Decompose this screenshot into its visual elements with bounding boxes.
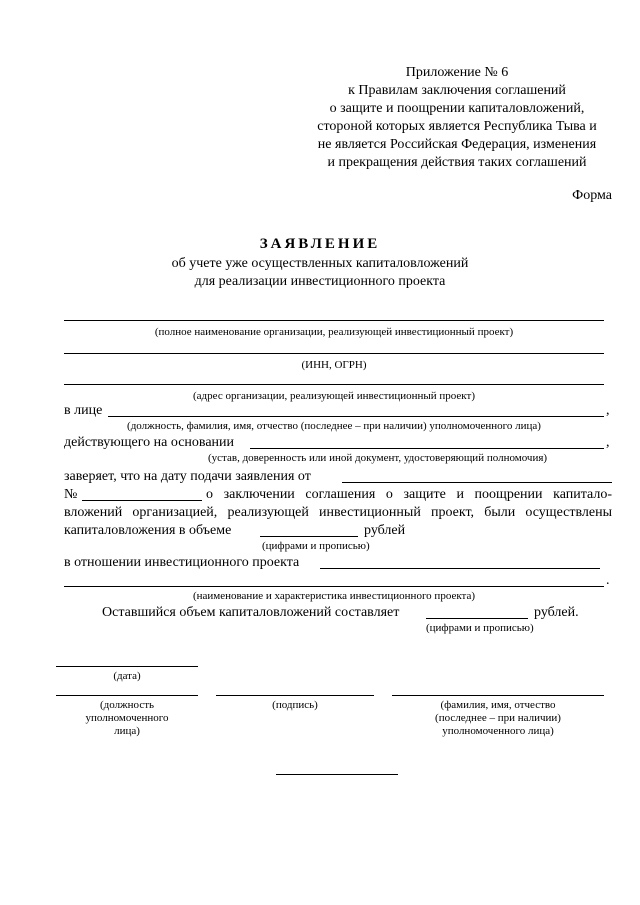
appendix-header <box>292 64 622 172</box>
appendix-line: к Правилам заключения соглашений <box>348 83 566 98</box>
rubles-end-label: рублей. <box>534 605 579 620</box>
inn-ogrn-field[interactable] <box>64 353 604 354</box>
agreement-text: о заключении соглашения о защите и поощрении капитало- <box>206 487 612 502</box>
comma: , <box>606 403 610 418</box>
position-caption <box>56 699 198 738</box>
position-caption-line: лица) <box>114 725 140 737</box>
remaining-amount-field[interactable] <box>426 618 528 619</box>
fio-caption-line: (последнее – при наличии) <box>435 712 561 724</box>
signature-caption: (подпись) <box>272 699 318 711</box>
subtitle-line: об учете уже осуществленных капиталовложений <box>171 256 469 271</box>
position-field[interactable] <box>56 695 198 696</box>
appendix-line: Приложение № 6 <box>405 65 509 80</box>
certifies-label: заверяет, что на дату подачи заявления от <box>64 469 311 484</box>
remaining-caption: (цифрами и прописью) <box>426 622 534 634</box>
document-subtitle <box>100 255 540 291</box>
document-title: ЗАЯВЛЕНИЕ <box>259 236 381 252</box>
regarding-project-label: в отношении инвестиционного проекта <box>64 555 300 570</box>
agreement-number-field[interactable] <box>82 500 202 501</box>
fio-field[interactable] <box>392 695 604 696</box>
project-field[interactable] <box>320 568 600 569</box>
fio-caption-line: уполномоченного лица) <box>442 725 554 737</box>
agreement-text-line2: вложений организацией, реализующей инвестиционный проект, были осуществлены <box>64 505 612 520</box>
position-name-caption: (должность, фамилия, имя, отчество (последнее – при наличии) уполномоченного лица) <box>127 420 541 432</box>
number-sign: № <box>64 487 78 502</box>
position-caption-line: (должность <box>99 699 155 711</box>
subtitle-line: для реализации инвестиционного проекта <box>194 274 446 289</box>
appendix-line: о защите и поощрении капиталовложений, <box>329 101 585 116</box>
acting-basis-label: действующего на основании <box>64 435 235 450</box>
in-person-label: в лице <box>64 403 103 418</box>
signature-field[interactable] <box>216 695 374 696</box>
appendix-line: и прекращения действия таких соглашений <box>327 155 587 170</box>
fio-caption-line: (фамилия, имя, отчество <box>440 699 556 711</box>
project-desc-caption: (наименование и характеристика инвестиционного проекта) <box>192 590 476 602</box>
rubles-label: рублей <box>364 523 406 538</box>
footer-separator <box>276 774 398 775</box>
comma: , <box>606 435 610 450</box>
representative-field[interactable] <box>108 416 604 417</box>
position-caption-line: уполномоченного <box>85 712 169 724</box>
project-field-2[interactable] <box>64 586 604 587</box>
address-field[interactable] <box>64 384 604 385</box>
address-caption: (адрес организации, реализующей инвестиционный проект) <box>193 390 475 402</box>
appendix-line: не является Российская Федерация, изменения <box>317 137 597 152</box>
fio-caption <box>392 699 604 738</box>
remaining-label: Оставшийся объем капиталовложений составляет <box>102 605 400 620</box>
appendix-line: стороной которых является Республика Тыва и <box>317 119 597 134</box>
amount-caption: (цифрами и прописью) <box>262 540 370 552</box>
investment-amount-label: капиталовложения в объеме <box>64 523 232 538</box>
period: . <box>606 573 610 588</box>
application-date-field[interactable] <box>342 482 612 483</box>
inn-ogrn-caption: (ИНН, ОГРН) <box>301 359 367 371</box>
date-field[interactable] <box>56 666 198 667</box>
date-caption: (дата) <box>113 670 141 682</box>
basis-field[interactable] <box>250 448 604 449</box>
basis-caption: (устав, доверенность или иной документ, удостоверяющий полномочия) <box>208 452 548 464</box>
org-name-caption: (полное наименование организации, реализующей инвестиционный проект) <box>154 326 514 338</box>
investment-amount-field[interactable] <box>260 536 358 537</box>
form-label: Форма <box>572 188 612 203</box>
org-name-field[interactable] <box>64 320 604 321</box>
